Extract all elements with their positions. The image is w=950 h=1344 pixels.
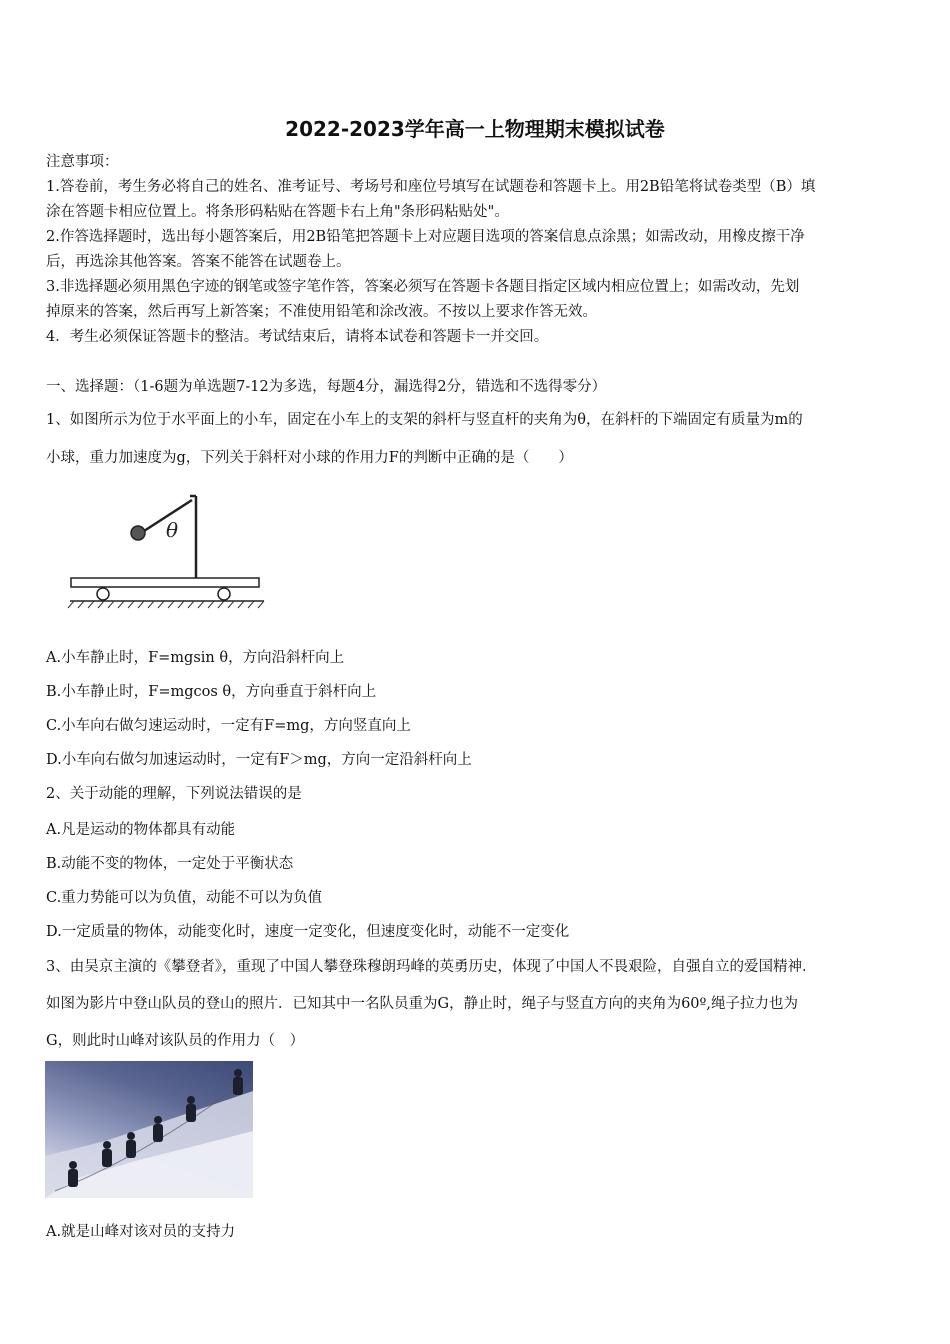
q3-option-a: A.就是山峰对该对员的支持力 xyxy=(46,1224,236,1240)
q1-stem-line: 小球，重力加速度为g，下列关于斜杆对小球的作用力F的判断中正确的是（ ） xyxy=(46,450,573,466)
q2-option-b: B.动能不变的物体，一定处于平衡状态 xyxy=(46,856,294,872)
q3-stem-line: 如图为影片中登山队员的登山的照片．已知其中一名队员重为G，静止时，绳子与竖直方向的夹角为60º,绳子拉力也为 xyxy=(46,996,798,1012)
notes-line: 2.作答选择题时，选出每小题答案后，用2B铅笔把答题卡上对应题目选项的答案信息点涂黑；如需改动，用橡皮擦干净 xyxy=(46,229,805,245)
q2-option-d: D.一定质量的物体，动能变化时，速度一定变化，但速度变化时，动能不一定变化 xyxy=(46,924,570,940)
notes-line: 4．考生必须保证答题卡的整洁。考试结束后，请将本试卷和答题卡一并交回。 xyxy=(46,329,549,345)
q2-stem: 2、关于动能的理解，下列说法错误的是 xyxy=(46,786,302,802)
theta-label: θ xyxy=(166,518,179,542)
notes-line: 3.非选择题必须用黑色字迹的钢笔或签字笔作答，答案必须写在答题卡各题目指定区域内相应位置上；如需改动，先划 xyxy=(46,279,800,295)
cart-wheel xyxy=(218,588,230,600)
ball xyxy=(131,526,145,540)
notes-line: 1.答卷前，考生务必将自己的姓名、准考证号、考场号和座位号填写在试题卷和答题卡上。用2B铅笔将试卷类型（B）填 xyxy=(46,179,816,195)
q1-option-a: A.小车静止时，F=mgsin θ，方向沿斜杆向上 xyxy=(46,650,345,666)
notes-line: 掉原来的答案，然后再写上新答案；不准使用铅笔和涂改液。不按以上要求作答无效。 xyxy=(46,304,597,320)
cart-figure xyxy=(62,490,272,616)
q1-option-d: D.小车向右做匀加速运动时，一定有F＞mg，方向一定沿斜杆向上 xyxy=(46,752,472,768)
q1-option-b: B.小车静止时，F=mgcos θ，方向垂直于斜杆向上 xyxy=(46,684,377,700)
climbers-photo xyxy=(45,1061,253,1198)
page-title: 2022-2023学年高一上物理期末模拟试卷 xyxy=(285,117,665,141)
q1-stem-line: 1、如图所示为位于水平面上的小车，固定在小车上的支架的斜杆与竖直杆的夹角为θ，在斜杆的下端固定有质量为m的 xyxy=(46,412,803,428)
cart-wheel xyxy=(97,588,109,600)
notes-line: 后，再选涂其他答案。答案不能答在试题卷上。 xyxy=(46,254,351,270)
cart-body xyxy=(71,578,259,587)
q3-stem-line: G，则此时山峰对该队员的作用力（ ） xyxy=(46,1033,305,1049)
q2-option-a: A.凡是运动的物体都具有动能 xyxy=(46,822,236,838)
section-heading: 一、选择题：（1-6题为单选题7-12为多选，每题4分，漏选得2分，错选和不选得零分） xyxy=(46,379,607,395)
q1-option-c: C.小车向右做匀速运动时，一定有F=mg，方向竖直向上 xyxy=(46,718,411,734)
notes-line: 涂在答题卡相应位置上。将条形码粘贴在答题卡右上角"条形码粘贴处"。 xyxy=(46,204,509,220)
q3-stem-line: 3、由吴京主演的《攀登者》，重现了中国人攀登珠穆朗玛峰的英勇历史，体现了中国人不畏艰险，自强自立的爱国精神． xyxy=(46,959,817,975)
notes-heading: 注意事项： xyxy=(46,154,119,170)
q2-option-c: C.重力势能可以为负值，动能不可以为负值 xyxy=(46,890,323,906)
